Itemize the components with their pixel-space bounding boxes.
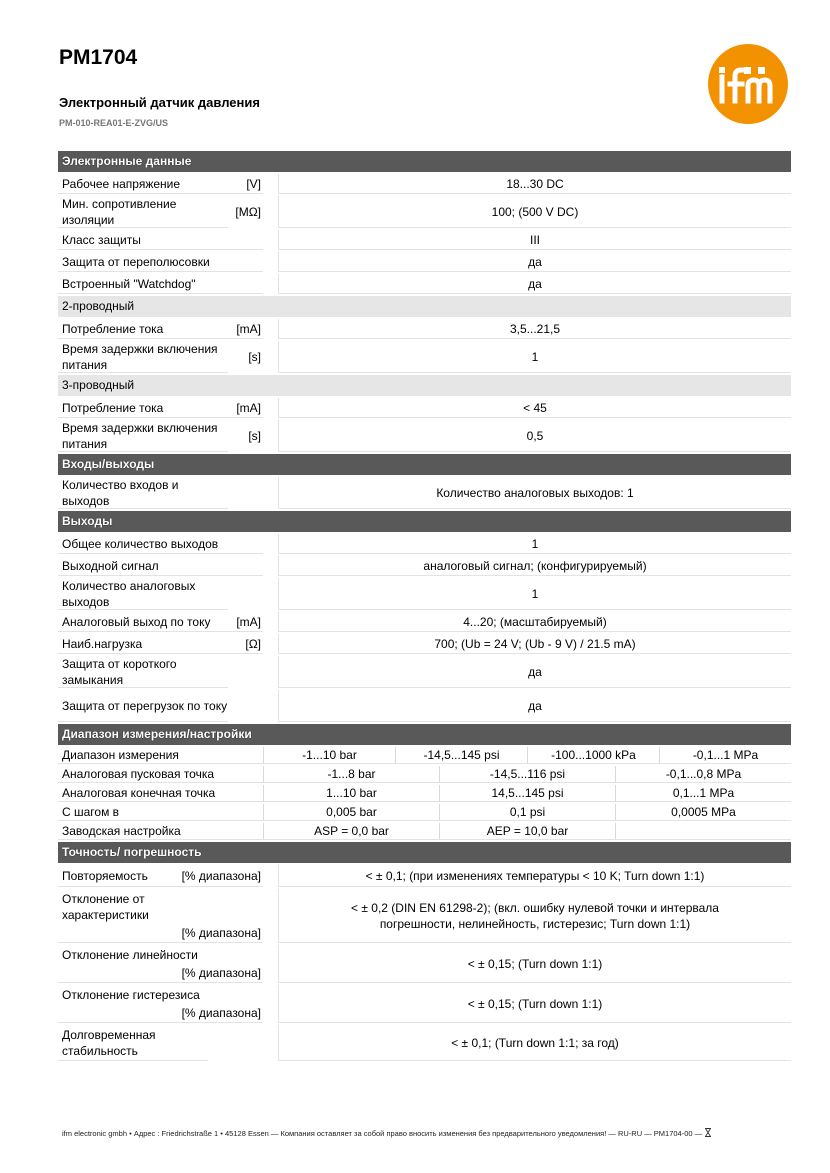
range-cell: -0,1...0,8 MPa bbox=[615, 766, 791, 783]
spec-value: < ± 0,15; (Turn down 1:1) bbox=[278, 945, 791, 983]
spec-value: 18...30 DC bbox=[278, 174, 791, 194]
spec-value: III bbox=[278, 230, 791, 250]
spec-value: 1 bbox=[278, 341, 791, 373]
spec-row bbox=[58, 1025, 791, 1061]
spec-row bbox=[58, 634, 791, 654]
spec-row bbox=[58, 174, 791, 194]
spec-row bbox=[58, 945, 791, 983]
spec-row bbox=[58, 420, 791, 452]
spec-row bbox=[58, 578, 791, 610]
spec-value: < ± 0,15; (Turn down 1:1) bbox=[278, 985, 791, 1023]
spec-unit: [V] bbox=[246, 177, 261, 191]
spec-label: Потребление тока bbox=[58, 319, 263, 339]
spec-value: да bbox=[278, 274, 791, 294]
spec-label: Повторяемость bbox=[58, 865, 263, 887]
spec-value: < ± 0,1; (Turn down 1:1; за год) bbox=[278, 1025, 791, 1061]
spec-label: Отклонение линейности bbox=[58, 945, 263, 983]
spec-label: Аналоговый выход по току bbox=[58, 612, 263, 632]
spec-label: Общее количество выходов bbox=[58, 534, 263, 554]
spec-label: Долговременная стабильность bbox=[58, 1025, 208, 1061]
spec-row bbox=[58, 556, 791, 576]
spec-value: 100; (500 V DC) bbox=[278, 196, 791, 228]
range-cell: -14,5...116 psi bbox=[439, 766, 615, 783]
spec-unit: [s] bbox=[248, 429, 261, 443]
section-outputs: Выходы bbox=[58, 511, 791, 532]
spec-value: аналоговый сигнал; (конфигурируемый) bbox=[278, 556, 791, 576]
range-cell: -1...8 bar bbox=[263, 766, 439, 783]
range-row bbox=[58, 747, 791, 764]
section-io: Входы/выходы bbox=[58, 454, 791, 475]
range-cells bbox=[263, 804, 791, 821]
range-cell: 0,0005 MPa bbox=[615, 804, 791, 821]
product-subtitle: Электронный датчик давления bbox=[59, 95, 260, 110]
spec-label: Защита от короткого замыкания bbox=[58, 656, 228, 688]
range-label: Аналоговая пусковая точка bbox=[58, 766, 263, 783]
range-label: Заводская настройка bbox=[58, 823, 263, 840]
spec-value: 4...20; (масштабируемый) bbox=[278, 612, 791, 632]
spec-value: 1 bbox=[278, 578, 791, 610]
spec-row bbox=[58, 656, 791, 688]
spec-row bbox=[58, 230, 791, 250]
spec-unit: [% диапазона] bbox=[181, 926, 261, 940]
range-cell: ASP = 0,0 bar bbox=[263, 823, 439, 840]
range-cells bbox=[263, 785, 791, 802]
section-accuracy: Точность/ погрешность bbox=[58, 842, 791, 863]
spec-row bbox=[58, 196, 791, 228]
range-label: Аналоговая конечная точка bbox=[58, 785, 263, 802]
spec-label: Время задержки включения питания bbox=[58, 341, 228, 373]
spec-label: Защита от переполюсовки bbox=[58, 252, 263, 272]
spec-row bbox=[58, 341, 791, 373]
range-cell: -0,1...1 MPa bbox=[659, 747, 791, 764]
spec-row bbox=[58, 690, 791, 722]
spec-unit: [mA] bbox=[236, 401, 261, 415]
spec-label-text: Отклонение от характеристики bbox=[62, 892, 149, 922]
range-cell bbox=[615, 823, 791, 840]
spec-value: 0,5 bbox=[278, 420, 791, 452]
footer-text: ifm electronic gmbh • Адрес : Friedrichstraße 1 • 45128 Essen — Компания оставляет за собой право вносить изменения без предварительного уведомления! — RU-RU — PM1704-00 — bbox=[62, 1129, 705, 1138]
range-cell: 0,005 bar bbox=[263, 804, 439, 821]
spec-value: да bbox=[278, 656, 791, 688]
section-electronic: Электронные данные bbox=[58, 151, 791, 172]
spec-value: 3,5...21,5 bbox=[278, 319, 791, 339]
range-cells bbox=[263, 747, 791, 764]
range-cells bbox=[263, 823, 791, 840]
range-cell: 0,1 psi bbox=[439, 804, 615, 821]
spec-unit: [MΩ] bbox=[235, 205, 261, 219]
range-row bbox=[58, 823, 791, 840]
page-footer bbox=[62, 1128, 712, 1138]
range-cell: -100...1000 kPa bbox=[527, 747, 659, 764]
spec-value: Количество аналоговых выходов: 1 bbox=[278, 477, 791, 509]
spec-row bbox=[58, 398, 791, 418]
subsection-three-wire: 3-проводный bbox=[58, 375, 791, 396]
spec-unit: [mA] bbox=[236, 615, 261, 629]
range-cell: 0,1...1 MPa bbox=[615, 785, 791, 802]
spec-table bbox=[58, 151, 791, 1063]
spec-unit: [mA] bbox=[236, 322, 261, 336]
spec-value: 1 bbox=[278, 534, 791, 554]
spec-label: Рабочее напряжение bbox=[58, 174, 263, 194]
spec-value: да bbox=[278, 690, 791, 722]
spec-value: < ± 0,2 (DIN EN 61298-2); (вкл. ошибку нулевой точки и интервала погрешности, нелинейность, гистерезис; Turn down 1:1) bbox=[278, 889, 791, 943]
spec-label: Отклонение гистерезиса bbox=[58, 985, 263, 1023]
spec-value: < ± 0,1; (при изменениях температуры < 10 K; Turn down 1:1) bbox=[278, 865, 791, 887]
spec-row bbox=[58, 612, 791, 632]
range-cell: -1...10 bar bbox=[263, 747, 395, 764]
spec-label: Встроенный "Watchdog" bbox=[58, 274, 263, 294]
range-label: Диапазон измерения bbox=[58, 747, 263, 764]
product-code: PM-010-REA01-E-ZVG/US bbox=[59, 118, 169, 128]
spec-unit: [% диапазона] bbox=[181, 1006, 261, 1020]
spec-unit: [% диапазона] bbox=[181, 869, 261, 883]
spec-label: Наиб.нагрузка bbox=[58, 634, 263, 654]
range-cell: AEP = 10,0 bar bbox=[439, 823, 615, 840]
spec-value: < 45 bbox=[278, 398, 791, 418]
spec-unit: [% диапазона] bbox=[181, 966, 261, 980]
spec-row bbox=[58, 477, 791, 509]
spec-row bbox=[58, 865, 791, 887]
spec-value: 700; (Ub = 24 V; (Ub - 9 V) / 21.5 mA) bbox=[278, 634, 791, 654]
spec-label: Количество входов и выходов bbox=[58, 477, 228, 509]
spec-row bbox=[58, 889, 791, 943]
spec-label: Выходной сигнал bbox=[58, 556, 263, 576]
range-cell: -14,5...145 psi bbox=[395, 747, 527, 764]
ifm-logo bbox=[708, 44, 788, 124]
range-cells bbox=[263, 766, 791, 783]
page-title: PM1704 bbox=[59, 46, 138, 69]
spec-row bbox=[58, 319, 791, 339]
range-cell: 1...10 bar bbox=[263, 785, 439, 802]
spec-label: Время задержки включения питания bbox=[58, 420, 228, 452]
range-row bbox=[58, 766, 791, 783]
spec-label: Количество аналоговых выходов bbox=[58, 578, 228, 610]
spec-value: да bbox=[278, 252, 791, 272]
range-row bbox=[58, 785, 791, 802]
spec-label: Потребление тока bbox=[58, 398, 263, 418]
spec-unit: [Ω] bbox=[245, 637, 261, 651]
range-row bbox=[58, 804, 791, 821]
range-label: С шагом в bbox=[58, 804, 263, 821]
subsection-two-wire: 2-проводный bbox=[58, 296, 791, 317]
spec-label: Защита от перегрузок по току bbox=[58, 690, 228, 722]
spec-row bbox=[58, 274, 791, 294]
section-range: Диапазон измерения/настройки bbox=[58, 724, 791, 745]
hourglass-icon bbox=[704, 1128, 712, 1137]
spec-row bbox=[58, 534, 791, 554]
spec-label: Класс защиты bbox=[58, 230, 263, 250]
spec-label: Мин. сопротивление изоляции bbox=[58, 196, 228, 228]
spec-row bbox=[58, 985, 791, 1023]
range-cell: 14,5...145 psi bbox=[439, 785, 615, 802]
spec-row bbox=[58, 252, 791, 272]
spec-unit: [s] bbox=[248, 350, 261, 364]
